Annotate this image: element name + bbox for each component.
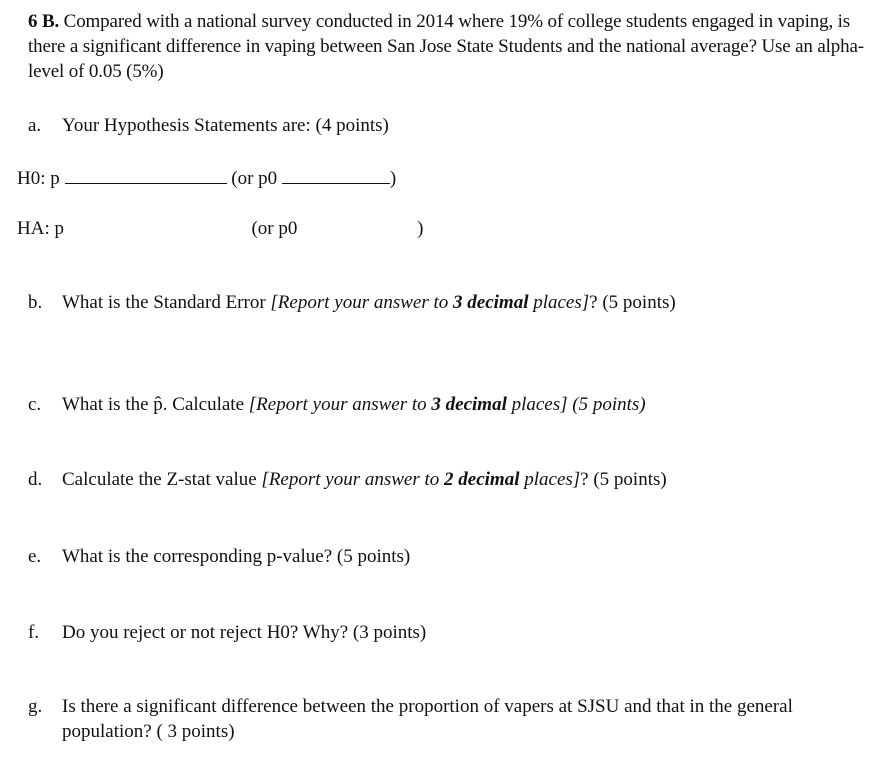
question-c-instruction-end: places] (5 points) — [506, 394, 646, 415]
question-b — [28, 290, 676, 315]
question-f — [28, 620, 426, 645]
h0-alt-answer-blank[interactable] — [282, 165, 390, 184]
problem-statement — [28, 9, 890, 84]
null-hypothesis-line — [17, 165, 396, 191]
question-b-instruction-end: places] — [528, 292, 590, 313]
problem-intro-text: Compared with a national survey conducted in 2014 where 19% of college students engaged in vaping, is there a significant difference in vaping between San Jose State Students and the national average? Use an alpha-level of 0.05 (5%) — [28, 11, 864, 82]
ha-alt-label: (or p0 — [251, 218, 298, 239]
question-b-text: What is the Standard Error — [62, 292, 271, 313]
h0-answer-blank[interactable] — [65, 165, 227, 184]
question-a-text: Your Hypothesis Statements are: (4 points) — [62, 115, 389, 136]
question-c-letter: c. — [28, 394, 42, 415]
question-c — [28, 392, 646, 417]
problem-number: 6 B. — [28, 11, 60, 32]
question-g-letter: g. — [28, 696, 43, 717]
question-e — [28, 544, 410, 569]
question-f-letter: f. — [28, 622, 40, 643]
question-c-text: What is the p̂. Calculate — [62, 394, 249, 415]
question-b-instruction: [Report your answer to — [270, 292, 454, 313]
question-d-points: ? (5 points) — [580, 469, 667, 490]
question-b-letter: b. — [28, 292, 43, 313]
question-e-letter: e. — [28, 546, 42, 567]
question-g-text: Is there a significant difference between the proportion of vapers at SJSU and that in the general population? ( 3 points) — [62, 696, 793, 742]
ha-close-paren: ) — [417, 218, 424, 239]
question-d-instruction: [Report your answer to — [261, 469, 445, 490]
question-a-letter: a. — [28, 115, 42, 136]
question-d-instruction-end: places] — [519, 469, 581, 490]
question-d-decimals: 2 decimal — [444, 469, 520, 490]
question-b-decimals: 3 decimal — [453, 292, 529, 313]
alt-hypothesis-line — [17, 216, 423, 241]
question-d-letter: d. — [28, 469, 43, 490]
h0-close-paren: ) — [389, 168, 397, 189]
ha-label: HA: p — [17, 218, 64, 239]
question-b-points: ? (5 points) — [589, 292, 676, 313]
question-c-instruction: [Report your answer to — [248, 394, 432, 415]
h0-label: H0: p — [17, 168, 60, 189]
question-d-text: Calculate the Z-stat value — [62, 469, 262, 490]
question-d — [28, 467, 667, 492]
question-f-text: Do you reject or not reject H0? Why? (3 points) — [62, 622, 427, 643]
question-e-text: What is the corresponding p-value? (5 points) — [62, 546, 411, 567]
question-a — [28, 113, 389, 138]
h0-alt-label: (or p0 — [231, 168, 278, 189]
question-g — [28, 694, 852, 744]
question-c-decimals: 3 decimal — [431, 394, 507, 415]
